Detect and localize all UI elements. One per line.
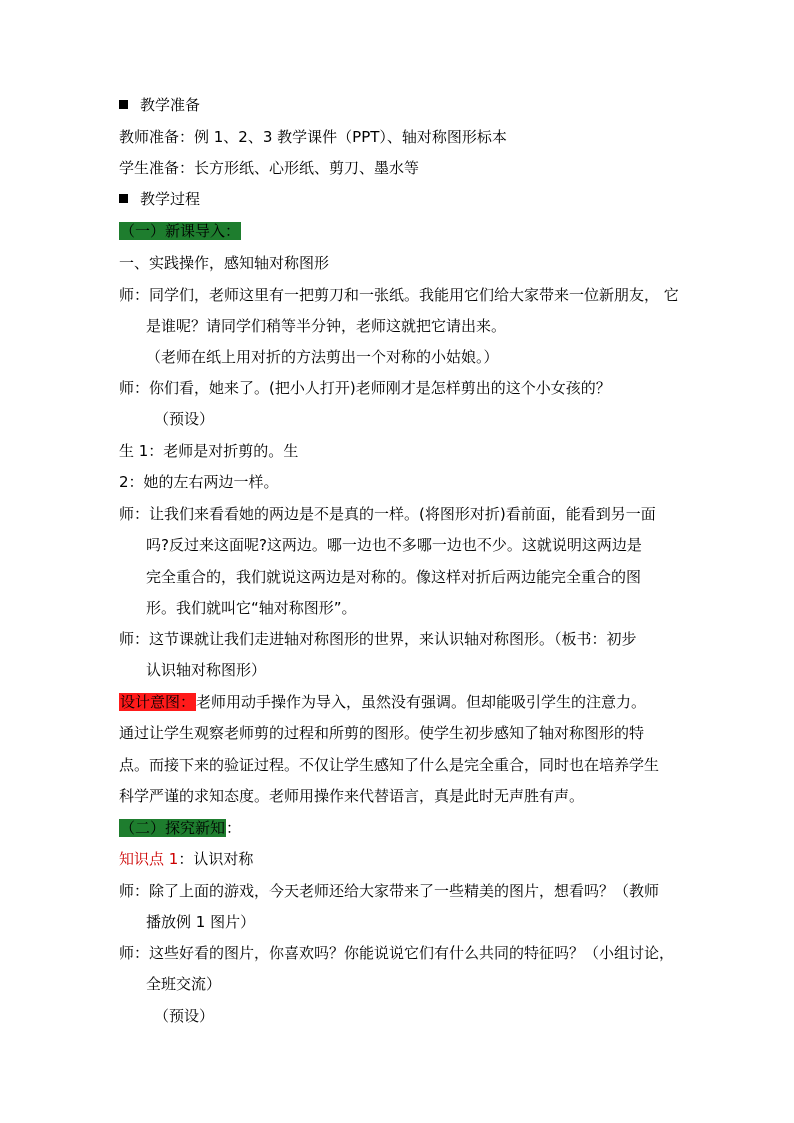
design-intent-line: 设计意图：老师用动手操作为导入，虽然没有强调。但却能吸引学生的注意力。	[120, 693, 647, 711]
paragraph-line: 点。而接下来的验证过程。不仅让学生感知了什么是完全重合，同时也在培养学生	[119, 756, 660, 774]
paragraph-line: 师：同学们，老师这里有一把剪刀和一张纸。我能用它们给大家带来一位新朋友， 它	[119, 286, 679, 304]
paragraph-line: 科学严谨的求知态度。老师用操作来代替语言，真是此时无声胜有声。	[119, 787, 585, 805]
paragraph-line: 完全重合的，我们就说这两边是对称的。像这样对折后两边能完全重合的图	[146, 568, 642, 586]
design-intent-highlight: 设计意图：	[120, 693, 196, 711]
square-bullet-icon	[119, 100, 128, 109]
paragraph-line: 师：除了上面的游戏，今天老师还给大家带来了一些精美的图片，想看吗？（教师	[119, 882, 660, 900]
paragraph-line: 播放例 1 图片）	[146, 913, 256, 931]
process-heading: 教学过程	[119, 188, 200, 210]
paragraph-line: 形。我们就叫它“轴对称图形”。	[146, 599, 357, 617]
paragraph-line: 师：你们看，她来了。(把小人打开)老师刚才是怎样剪出的这个小女孩的？	[119, 379, 611, 397]
student-prep: 学生准备：长方形纸、心形纸、剪刀、墨水等	[119, 159, 420, 177]
paragraph-line: 师：这些好看的图片，你喜欢吗？你能说说它们有什么共同的特征吗？（小组讨论，	[119, 944, 675, 962]
section1-tag	[119, 220, 241, 242]
prep-heading: 教学准备	[119, 94, 200, 116]
paragraph-line: 认识轴对称图形）	[146, 661, 267, 679]
knowledge-point: 知识点 1：认识对称	[119, 850, 254, 868]
paragraph-line: 全班交流）	[146, 975, 222, 993]
section2-tag: （二）探究新知：	[120, 819, 242, 837]
paragraph-line: 2：她的左右两边一样。	[119, 473, 279, 491]
section-highlight: （一）新课导入：	[120, 222, 241, 240]
paragraph-line: 生 1：老师是对折剪的。生	[119, 442, 299, 460]
knowledge-point-label: 知识点 1	[119, 850, 179, 868]
paragraph-line: 师：让我们来看看她的两边是不是真的一样。(将图形对折)看前面，能看到另一面	[119, 505, 656, 523]
square-bullet-icon	[119, 194, 128, 203]
paragraph-line: （预设）	[154, 1007, 215, 1025]
section-highlight: （二）探究新知	[120, 819, 226, 837]
section1-subtitle: 一、实践操作，感知轴对称图形	[119, 254, 330, 272]
paragraph-line: （老师在纸上用对折的方法剪出一个对称的小姑娘。）	[146, 348, 499, 366]
paragraph-line: 是谁呢？请同学们稍等半分钟，老师这就把它请出来。	[146, 317, 507, 335]
paragraph-line: （预设）	[154, 410, 215, 428]
paragraph-line: 通过让学生观察老师剪的过程和所剪的图形。使学生初步感知了轴对称图形的特	[119, 724, 645, 742]
teacher-prep: 教师准备：例 1、2、3 教学课件（PPT）、轴对称图形标本	[119, 128, 507, 146]
paragraph-line: 师：这节课就让我们走进轴对称图形的世界，来认识轴对称图形。（板书：初步	[119, 630, 637, 648]
paragraph-line: 吗?反过来这面呢?这两边。哪一边也不多哪一边也不少。这就说明这两边是	[146, 536, 642, 554]
